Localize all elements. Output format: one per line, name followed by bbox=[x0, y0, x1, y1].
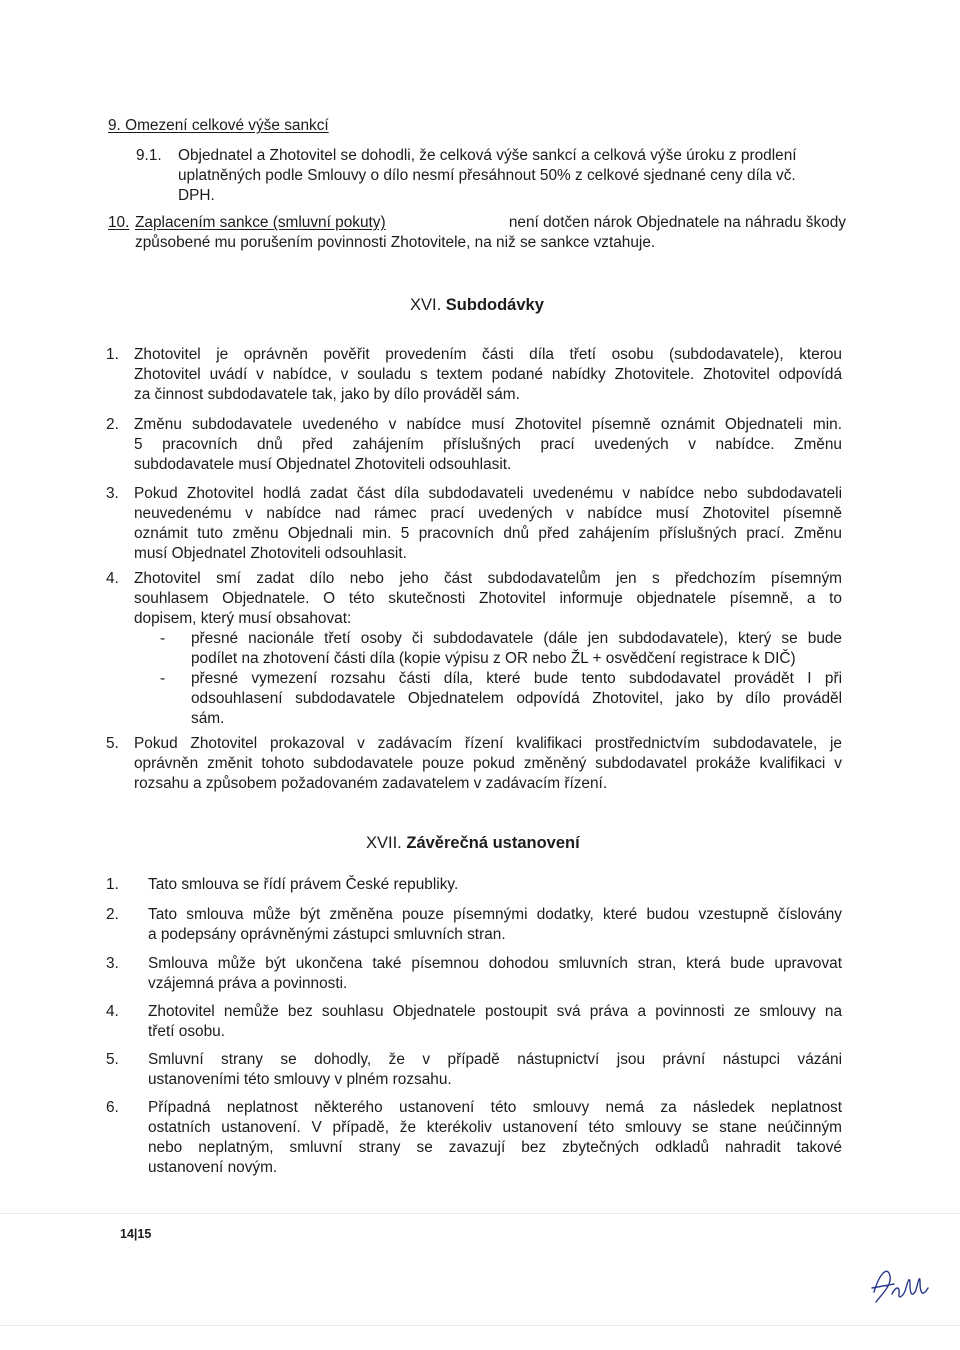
final-provision-clause bbox=[106, 1050, 842, 1090]
heading-roman: XVII. bbox=[366, 834, 402, 852]
clause-number: 4. bbox=[106, 570, 119, 587]
text-line: neuvedenému v nabídce nad rámec prací uvedených v nabídce musí Zhotovitel písemně bbox=[134, 505, 842, 522]
text-line: musí Objednatel Zhotoviteli odsouhlasit. bbox=[134, 545, 407, 562]
clause-number: 5. bbox=[106, 735, 119, 752]
text-line: a podepsány oprávněnými zástupci smluvních stran. bbox=[148, 926, 506, 943]
clause-number: 3. bbox=[106, 955, 119, 972]
clause-text bbox=[134, 345, 842, 405]
scan-edge-line bbox=[0, 1325, 960, 1326]
text-line: Pokud Zhotovitel hodlá zadat část díla subdodavateli uvedenému v nabídce nebo subdodavateli bbox=[134, 485, 842, 502]
clause-number: 5. bbox=[106, 1051, 119, 1068]
clause-text bbox=[178, 146, 856, 206]
signature-mark bbox=[866, 1262, 932, 1306]
underlined-lead: Zaplacením sankce (smluvní pokuty) bbox=[135, 214, 386, 231]
clause-number: 2. bbox=[106, 906, 119, 923]
subcontract-clause bbox=[106, 345, 842, 405]
text-line: Zhotovitel smí zadat dílo nebo jeho část subdodavatelům jen s předchozím písemným bbox=[134, 570, 842, 587]
clause-text bbox=[134, 734, 842, 794]
clause-text bbox=[148, 905, 842, 945]
text-line: ustanoveními této smlouvy v plném rozsahu. bbox=[148, 1071, 452, 1088]
text-line: Případná neplatnost některého ustanovení této smlouvy nemá za následek neplatnost bbox=[148, 1099, 842, 1116]
text-line: Zhotovitel uvádí v nabídce, v souladu s textem podané nabídky Zhotovitele. Zhotovitel odpovídá bbox=[134, 366, 842, 383]
clause-text bbox=[134, 484, 842, 564]
text-line: oprávněn změnit tohoto subdodavatele pouze pokud změněný subdodavatel prokáže kvalifikaci v bbox=[134, 755, 842, 772]
clause-number: 9.1. bbox=[136, 147, 162, 164]
text-line: za činnost subdodavatele tak, jako by dílo prováděl sám. bbox=[134, 386, 520, 403]
text-line: Tato smlouva se řídí právem České republiky. bbox=[148, 876, 459, 893]
text-line: ostatních ustanovení. V případě, že kterékoliv ustanovení této smlouvy se stane neúčinným bbox=[148, 1119, 842, 1136]
text-line: způsobené mu porušením povinnosti Zhotovitele, na niž se sankce vztahuje. bbox=[135, 234, 656, 251]
bullet-dash: - bbox=[160, 670, 166, 687]
bullet-text bbox=[191, 669, 842, 729]
clause-text bbox=[148, 1098, 842, 1178]
text-line: ustanovení novým. bbox=[148, 1159, 278, 1176]
text-line: Smlouva může být ukončena také písemnou dohodou smluvních stran, která bude upravovat bbox=[148, 955, 842, 972]
section-16-heading bbox=[410, 294, 544, 316]
bullet-dash: - bbox=[160, 630, 166, 647]
text-line: odsouhlasení subdodavatele Objednatelem odpovídá Zhotovitel, jako by dílo prováděl bbox=[191, 690, 842, 707]
clause-text bbox=[135, 213, 846, 253]
text-line: Smluvní strany se dohodly, že v případě nástupnictví jsou právní nástupci vázáni bbox=[148, 1051, 842, 1068]
final-provision-clause bbox=[106, 875, 842, 895]
clause-number: 3. bbox=[106, 485, 119, 502]
clause-text bbox=[148, 875, 842, 895]
heading-title: Závěrečná ustanovení bbox=[406, 834, 580, 852]
final-provision-clause bbox=[106, 1098, 842, 1178]
text-line: subdodavatele musí Objednatel Zhotoviteli odsouhlasit. bbox=[134, 456, 512, 473]
clause-number: 10. bbox=[108, 214, 130, 231]
text-line: Změnu subdodavatele uvedeného v nabídce musí Zhotovitel písemně oznámit Objednateli min. bbox=[134, 416, 842, 433]
subcontract-clause bbox=[106, 415, 842, 475]
text-line: souhlasem Objednatele. O této skutečnosti Zhotovitel informuje objednatele písemně, a to bbox=[134, 590, 842, 607]
clause-text bbox=[134, 569, 842, 629]
scan-edge-line bbox=[0, 1213, 960, 1214]
subcontract-clause bbox=[106, 484, 842, 564]
page-number: 14|15 bbox=[120, 1227, 152, 1241]
text-line: dopisem, který musí obsahovat: bbox=[134, 610, 352, 627]
subcontract-clause bbox=[106, 734, 842, 794]
bullet-text bbox=[191, 629, 842, 669]
subcontract-clause bbox=[106, 569, 842, 629]
text-line: Zhotovitel je oprávněn pověřit provedením části díla třetí osobu (subdodavatele), kterou bbox=[134, 346, 842, 363]
clause-text bbox=[134, 415, 842, 475]
clause-text bbox=[148, 954, 842, 994]
clause-number: 1. bbox=[106, 346, 119, 363]
section-17-heading bbox=[366, 832, 580, 854]
text-line: uplatněných podle Smlouvy o dílo nesmí přesáhnout 50% z celkové sjednané ceny díla vč. bbox=[178, 167, 796, 184]
text-line: sám. bbox=[191, 710, 225, 727]
heading-roman: XVI. bbox=[410, 296, 442, 314]
text-line: podílet na zhotovení části díla (kopie výpisu z OR nebo ŽL + osvědčení registrace k DIČ) bbox=[191, 650, 796, 667]
text-line: vzájemná práva a povinnosti. bbox=[148, 975, 348, 992]
clause-text bbox=[148, 1050, 842, 1090]
bullet-item bbox=[160, 629, 842, 669]
heading-title: Subdodávky bbox=[445, 296, 544, 314]
text-line: rozsahu a způsobem požadovaném zadavatelem v zadávacím řízení. bbox=[134, 775, 608, 792]
clause-10 bbox=[108, 213, 846, 253]
clause-9-1 bbox=[136, 146, 856, 206]
text-line: přesné vymezení rozsahu části díla, které bude tento subdodavatel provádět I při bbox=[191, 670, 842, 687]
clause-number: 1. bbox=[106, 876, 119, 893]
text-line: oznámit tuto změnu Objednali min. 5 pracovních dnů před zahájením příslušných prací. Změnu bbox=[134, 525, 842, 542]
text-line: nebo neplatným, smluvní strany se zavazují bez zbytečných odkladů nahradit takové bbox=[148, 1139, 842, 1156]
text-line: Tato smlouva může být změněna pouze písemnými dodatky, které budou vzestupně číslovány bbox=[148, 906, 842, 923]
text-line bbox=[135, 213, 846, 233]
clause-number: 4. bbox=[106, 1003, 119, 1020]
clause-number: 6. bbox=[106, 1099, 119, 1116]
text-line: 5 pracovních dnů před zahájením příslušných prací uvedených v nabídce. Změnu bbox=[134, 436, 842, 453]
text-line: Objednatel a Zhotovitel se dohodli, že celková výše sankcí a celková výše úroku z prodlení bbox=[178, 147, 797, 164]
text-rest: není dotčen nárok Objednatele na náhradu škody bbox=[508, 214, 846, 231]
final-provision-clause bbox=[106, 954, 842, 994]
section-9-title: 9. Omezení celkové výše sankcí bbox=[108, 117, 329, 134]
text-line: DPH. bbox=[178, 187, 215, 204]
final-provision-clause bbox=[106, 1002, 842, 1042]
bullet-item bbox=[160, 669, 842, 729]
text-line: Pokud Zhotovitel prokazoval v zadávacím řízení kvalifikaci prostřednictvím subdodavatele, je bbox=[134, 735, 842, 752]
text-line: přesné nacionále třetí osoby či subdodavatele (dále jen subdodavatele), který se bude bbox=[191, 630, 842, 647]
clause-number: 2. bbox=[106, 416, 119, 433]
final-provision-clause bbox=[106, 905, 842, 945]
clause-text bbox=[148, 1002, 842, 1042]
text-line: třetí osobu. bbox=[148, 1023, 225, 1040]
text-line: Zhotovitel nemůže bez souhlasu Objednatele postoupit svá práva a povinnosti ze smlouvy na bbox=[148, 1003, 842, 1020]
